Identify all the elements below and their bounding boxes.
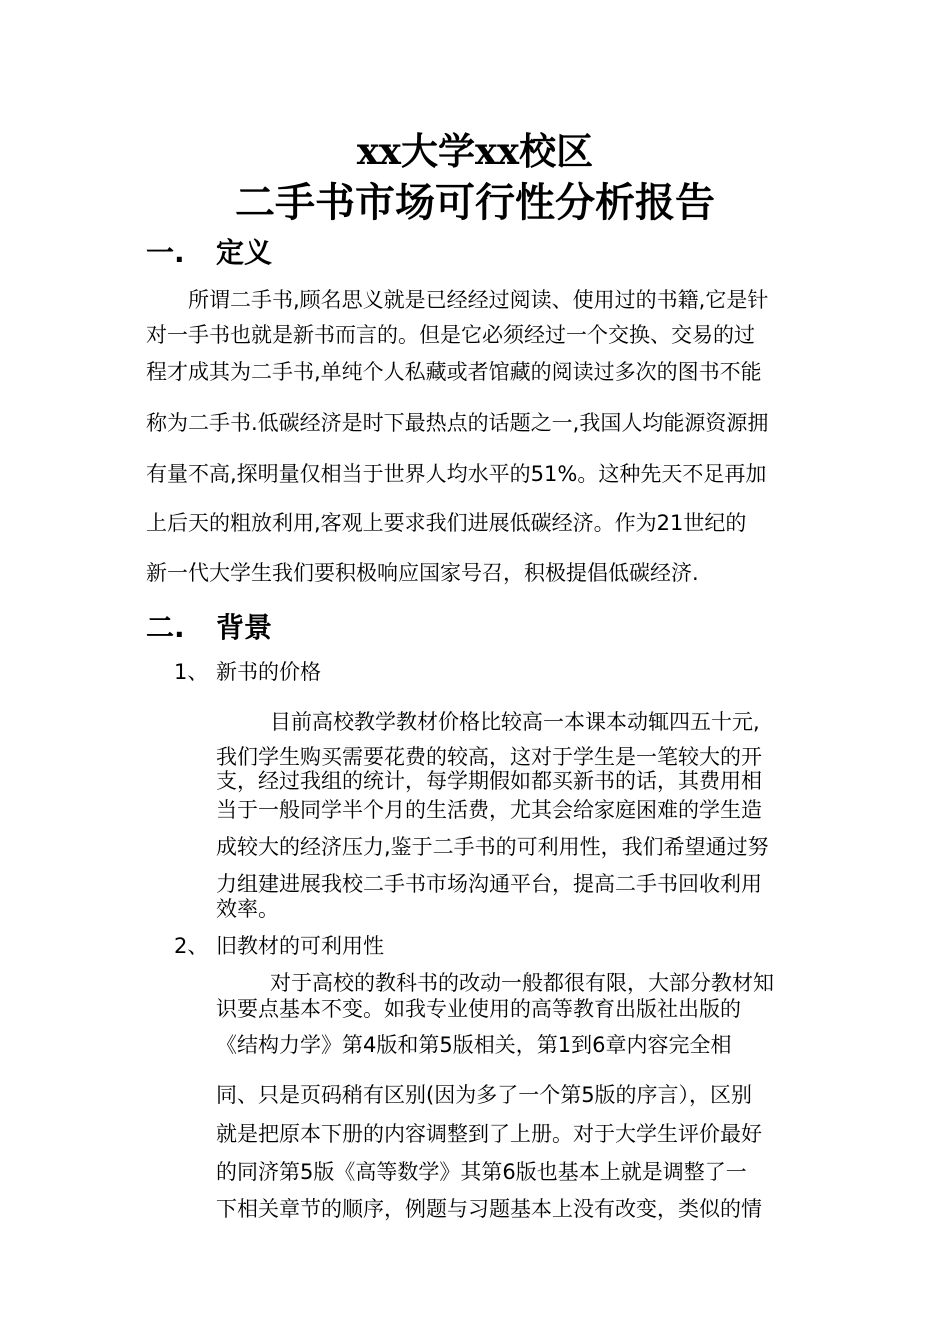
paragraph-line: 的同济第5版《高等数学》其第6版也基本上就是调整了一 — [216, 1160, 747, 1184]
paragraph-line: 有量不高,探明量仅相当于世界人均水平的51%。这种先天不足再加 — [146, 462, 767, 486]
paragraph-line: 所谓二手书,顾名思义就是已经经过阅读、使用过的书籍,它是针 — [188, 288, 769, 312]
paragraph-line: 称为二手书.低碳经济是时下最热点的话题之一,我国人均能源资源拥 — [146, 411, 769, 435]
paragraph-line: 目前高校教学教材价格比较高一本课本动辄四五十元, — [270, 710, 760, 734]
paragraph-line: 当于一般同学半个月的生活费，尤其会给家庭困难的学生造 — [216, 798, 762, 822]
title-line-2: 二手书市场可行性分析报告 — [235, 179, 715, 226]
paragraph-line: 力组建进展我校二手书市场沟通平台，提高二手书回收利用 — [216, 872, 762, 896]
paragraph-line: 《结构力学》第4版和第5版相关，第1到6章内容完全相 — [216, 1033, 732, 1057]
paragraph-line: 同、只是页码稍有区别(因为多了一个第5版的序言），区别 — [216, 1083, 753, 1107]
paragraph-line: 对一手书也就是新书而言的。但是它必须经过一个交换、交易的过 — [146, 323, 755, 347]
paragraph-line: 新一代大学生我们要积极响应国家号召，积极提倡低碳经济. — [146, 561, 699, 585]
paragraph-line: 我们学生购买需要花费的较高，这对于学生是一笔较大的开 — [216, 745, 762, 769]
paragraph-line: 下相关章节的顺序，例题与习题基本上没有改变，类似的情 — [216, 1197, 762, 1221]
subsection-1-heading: 新书的价格 — [216, 660, 321, 684]
paragraph-line: 成较大的经济压力,鉴于二手书的可利用性，我们希望通过努 — [216, 835, 769, 859]
paragraph-line: 支，经过我组的统计，每学期假如都买新书的话，其费用相 — [216, 769, 762, 793]
paragraph-line: 程才成其为二手书,单纯个人私藏或者馆藏的阅读过多次的图书不能 — [146, 360, 762, 384]
paragraph-line: 识要点基本不变。如我专业使用的高等教育出版社出版的 — [216, 997, 741, 1021]
section-1-number: 一. — [146, 236, 185, 269]
paragraph-line: 对于高校的教科书的改动一般都很有限，大部分教材知 — [270, 971, 774, 995]
section-2-number: 二. — [146, 611, 185, 644]
subsection-2-heading: 旧教材的可利用性 — [216, 934, 384, 958]
section-2-heading: 背景 — [216, 611, 273, 644]
paragraph-line: 上后天的粗放利用,客观上要求我们进展低碳经济。作为21世纪的 — [146, 511, 747, 535]
title-line-1: xx大学xx校区 — [356, 129, 594, 173]
paragraph-line: 就是把原本下册的内容调整到了上册。对于大学生评价最好 — [216, 1122, 762, 1146]
subsection-2-number: 2、 — [174, 934, 209, 958]
subsection-1-number: 1、 — [174, 660, 209, 684]
section-1-heading: 定义 — [216, 236, 273, 269]
paragraph-line: 效率。 — [216, 897, 279, 921]
